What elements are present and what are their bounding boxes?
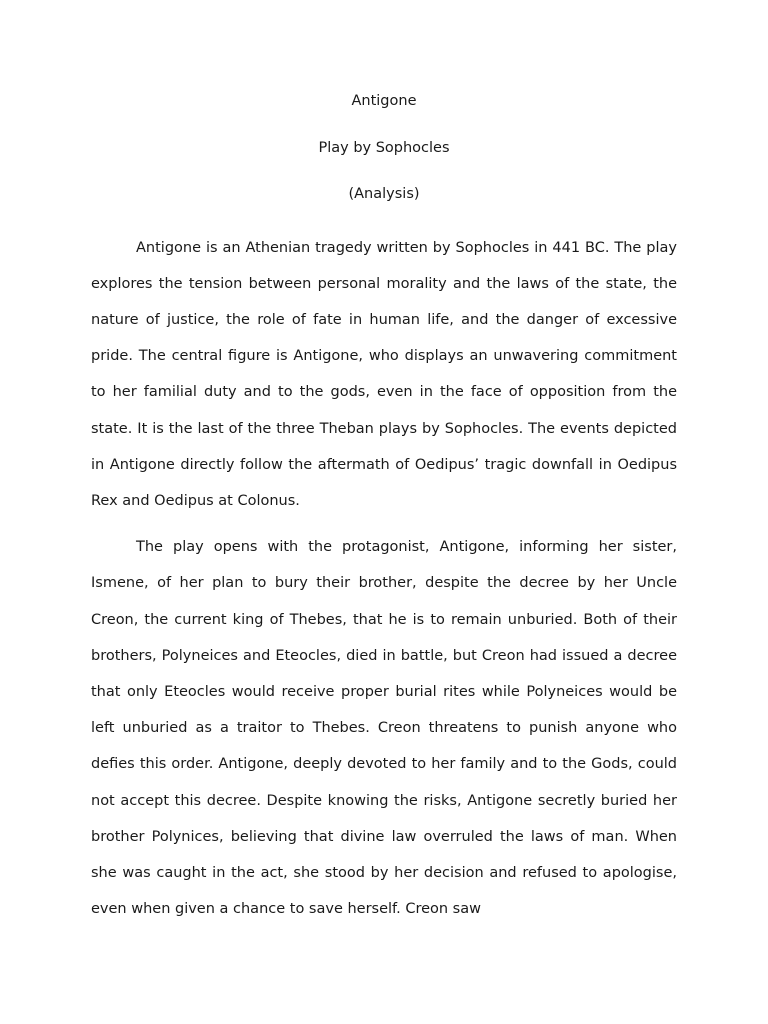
document-subtitle: Play by Sophocles bbox=[318, 139, 450, 156]
paragraph: Antigone is an Athenian tragedy written by Sophocles in 441 BC. The play explores the tension between personal morality and the laws of the state, the nature of justice, the role of fate in human life, and the danger of excessive pride. The central figure is Antigone, who displays an unwavering commitment to her familial duty and to the gods, even in the face of opposition from the state. It is the last of the three Theban plays by Sophocles. The events depicted in Antigone directly follow the aftermath of Oedipus’ tragic downfall in Oedipus Rex and Oedipus at Colonus. bbox=[91, 239, 677, 509]
document-title: Antigone bbox=[351, 93, 417, 109]
document-page bbox=[91, 90, 677, 937]
document-label: (Analysis) bbox=[348, 186, 420, 202]
paragraph: The play opens with the protagonist, Antigone, informing her sister, Ismene, of her plan to bury their brother, despite the decree by her Uncle Creon, the current king of Thebes, that he is to remain unburied. Both of their brothers, Polyneices and Eteocles, died in battle, but Creon had issued a decree that only Eteocles would receive proper burial rites while Polyneices would be left unburied as a traitor to Thebes. Creon threatens to punish anyone who defies this order. Antigone, deeply devoted to her family and to the Gods, could not accept this decree. Despite knowing the risks, Antigone secretly buried her brother Polynices, believing that divine law overruled the laws of man. When she was caught in the act, she stood by her decision and refused to apologise, even when given a chance to save herself. Creon saw bbox=[91, 539, 677, 918]
